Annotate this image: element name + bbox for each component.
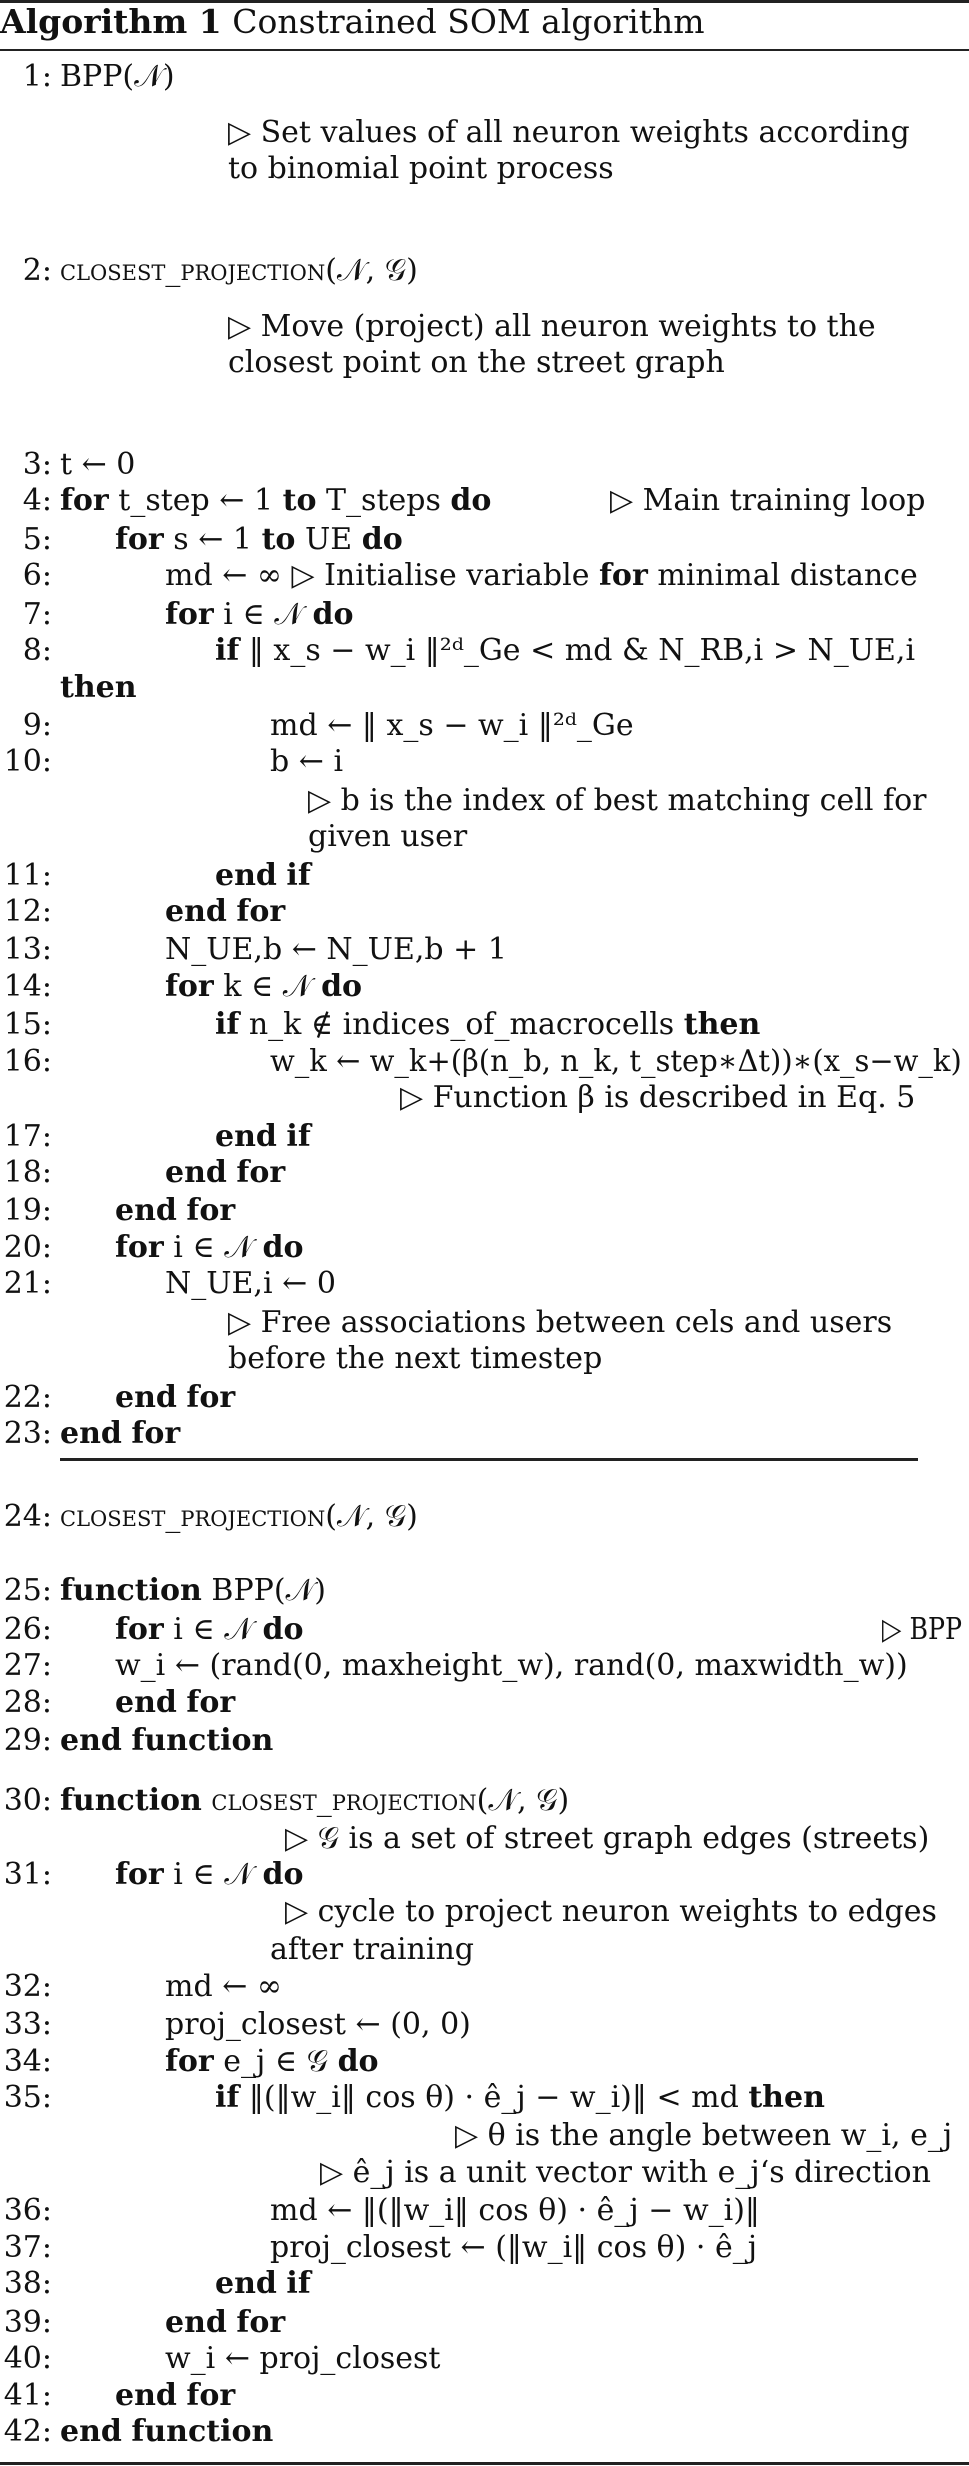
code-text: N_UE,b ← N_UE,b + 1 <box>165 932 507 967</box>
algorithm-line <box>0 1042 969 1081</box>
line-number: 3: <box>22 447 52 482</box>
algorithm-line <box>0 57 969 96</box>
code-text: for i ∈ 𝒩 do <box>115 1612 304 1647</box>
line-number: 1: <box>22 59 52 94</box>
algorithm-line <box>0 1781 969 1820</box>
line-number: 4: <box>22 483 52 518</box>
line-number: 8: <box>22 633 52 668</box>
comment-text: ▷ b is the index of best matching cell for <box>308 783 927 818</box>
comment-text: ▷ ê_j is a unit vector with e_j‘s direction <box>320 2155 931 2190</box>
algorithm-line <box>0 113 969 152</box>
algorithm-line <box>0 2191 969 2230</box>
code-text: end if <box>215 858 311 893</box>
algorithm-line <box>0 1819 969 1858</box>
code-text: proj_closest ← (0, 0) <box>165 2007 471 2042</box>
code-text: for e_j ∈ 𝒢 do <box>165 2044 379 2079</box>
code-text: end for <box>165 2305 286 2340</box>
line-number: 40: <box>3 2341 52 2376</box>
code-text: end for <box>115 2378 236 2413</box>
bottom-rule <box>0 2462 969 2465</box>
algorithm-line <box>0 668 969 707</box>
code-text: for k ∈ 𝒩 do <box>165 969 363 1004</box>
algorithm-line <box>0 631 969 670</box>
algorithm-line <box>0 481 969 520</box>
code-text: closest_projection(𝒩, 𝒢) <box>60 253 418 288</box>
algorithm-line <box>0 2116 969 2155</box>
code-text: end function <box>60 2414 274 2449</box>
line-number: 17: <box>3 1119 52 1154</box>
code-text: end for <box>165 894 286 929</box>
algorithm-title <box>0 2 705 41</box>
line-number: 28: <box>3 1685 52 1720</box>
algorithm-line <box>0 1497 969 1536</box>
algorithm-line <box>0 2376 969 2415</box>
line-number: 16: <box>3 1044 52 1079</box>
line-number: 14: <box>3 969 52 1004</box>
algorithm-line <box>0 706 969 745</box>
line-number: 36: <box>3 2193 52 2228</box>
code-text: end function <box>60 1723 274 1758</box>
line-number: 13: <box>3 932 52 967</box>
code-text: for s ← 1 to UE do <box>115 522 403 557</box>
algorithm-line <box>0 1967 969 2006</box>
comment-text: ▷ cycle to project neuron weights to edges <box>285 1894 937 1929</box>
algorithm-line <box>0 856 969 895</box>
algorithm-line <box>0 2264 969 2303</box>
comment-text: after training <box>270 1932 474 1967</box>
algorithm-line <box>0 892 969 931</box>
code-text: end if <box>215 2266 311 2301</box>
code-text: end for <box>115 1193 236 1228</box>
line-number: 38: <box>3 2266 52 2301</box>
algorithm-line <box>0 967 969 1006</box>
code-text: for t_step ← 1 to T_steps do <box>60 483 492 518</box>
comment-text: before the next timestep <box>228 1341 603 1376</box>
comment-text: ▷ Main training loop <box>610 483 926 518</box>
algorithm-line <box>0 343 969 382</box>
line-number: 34: <box>3 2044 52 2079</box>
code-text: md ← ‖(‖w_i‖ cos θ) · ê_j − w_i)‖ <box>270 2193 760 2228</box>
line-number: 27: <box>3 1648 52 1683</box>
algorithm-line <box>0 817 969 856</box>
algorithm-line <box>0 2005 969 2044</box>
algorithm-line <box>0 2228 969 2267</box>
algorithm-line <box>0 1892 969 1931</box>
algorithm-line <box>0 1264 969 1303</box>
algorithm-line <box>0 2303 969 2342</box>
algorithm-line <box>0 1930 969 1969</box>
code-text: end for <box>165 1155 286 1190</box>
line-number: 39: <box>3 2305 52 2340</box>
line-number: 21: <box>3 1266 52 1301</box>
line-number: 15: <box>3 1007 52 1042</box>
comment-text: ▷ Free associations between cels and users <box>228 1305 893 1340</box>
comment-text: ▷ θ is the angle between w_i, e_j <box>455 2118 953 2153</box>
code-text: for i ∈ 𝒩 do <box>165 597 354 632</box>
code-text: proj_closest ← (‖w_i‖ cos θ) · ê_j <box>270 2230 758 2265</box>
code-text: if n_k ∉ indices_of_macrocells then <box>215 1007 761 1042</box>
algorithm-line <box>0 445 969 484</box>
algorithm-line <box>0 1153 969 1192</box>
code-text: end for <box>115 1380 236 1415</box>
title-rule <box>0 49 969 51</box>
line-number: 41: <box>3 2378 52 2413</box>
code-text: end if <box>215 1119 311 1154</box>
algorithm-line <box>0 2153 969 2192</box>
algorithm-line <box>0 595 969 634</box>
algorithm-line <box>0 149 969 188</box>
line-number: 42: <box>3 2414 52 2449</box>
code-text: if ‖(‖w_i‖ cos θ) · ê_j − w_i)‖ < md then <box>215 2080 825 2115</box>
line-number: 24: <box>3 1499 52 1534</box>
code-text: BPP(𝒩) <box>60 59 175 94</box>
algorithm-line <box>0 1414 969 1453</box>
algorithm-line <box>0 1228 969 1267</box>
algorithm-line <box>0 307 969 346</box>
line-number: 12: <box>3 894 52 929</box>
code-text: for i ∈ 𝒩 do <box>115 1230 304 1265</box>
code-text: end for <box>60 1416 181 1451</box>
line-number: 30: <box>3 1783 52 1818</box>
algorithm-line <box>0 2339 969 2378</box>
comment-text: to binomial point process <box>228 151 614 186</box>
code-text: md ← ∞ ▷ Initialise variable for minimal distance <box>165 558 918 593</box>
code-text: md ← ∞ <box>165 1969 282 2004</box>
comment-text: ▷ Move (project) all neuron weights to the <box>228 309 876 344</box>
comment-text: ▷ Function β is described in Eq. 5 <box>400 1080 916 1115</box>
algorithm-line <box>0 1339 969 1378</box>
algorithm-line <box>0 1303 969 1342</box>
code-text: b ← i <box>270 744 344 779</box>
algorithm-line <box>0 2412 969 2451</box>
line-number: 10: <box>3 744 52 779</box>
code-text: t ← 0 <box>60 447 136 482</box>
algorithm-line <box>0 1191 969 1230</box>
algorithm-line <box>0 1855 969 1894</box>
algorithm-line <box>0 520 969 559</box>
algorithm-line <box>0 1683 969 1722</box>
algorithm-line <box>0 1078 969 1117</box>
line-number: 33: <box>3 2007 52 2042</box>
algorithm-line <box>0 1005 969 1044</box>
line-number: 6: <box>22 558 52 593</box>
code-text: N_UE,i ← 0 <box>165 1266 336 1301</box>
algorithm-line <box>0 1610 969 1649</box>
line-number: 37: <box>3 2230 52 2265</box>
algorithm-line <box>0 781 969 820</box>
code-text: function closest_projection(𝒩, 𝒢) <box>60 1783 570 1818</box>
algorithm-line <box>0 1721 969 1760</box>
line-number: 20: <box>3 1230 52 1265</box>
line-number: 31: <box>3 1857 52 1892</box>
line-number: 5: <box>22 522 52 557</box>
line-number: 11: <box>3 858 52 893</box>
code-text: then <box>60 670 137 705</box>
code-text: md ← ‖ x_s − w_i ‖²ᵈ_Ge <box>270 708 634 743</box>
code-text: function BPP(𝒩) <box>60 1573 326 1608</box>
algorithm-label: Algorithm 1 <box>0 2 222 41</box>
algorithm-line <box>0 2078 969 2117</box>
code-text: w_k ← w_k+(β(n_b, n_k, t_step∗Δt))∗(x_s−w_k) <box>270 1044 962 1079</box>
code-text: for i ∈ 𝒩 do <box>115 1857 304 1892</box>
line-number: 23: <box>3 1416 52 1451</box>
line-number: 2: <box>22 253 52 288</box>
comment-text: ▷ BPP <box>882 1612 963 1647</box>
line-number: 32: <box>3 1969 52 2004</box>
function-divider <box>60 1458 918 1461</box>
algorithm-line <box>0 1646 969 1685</box>
code-text: if ‖ x_s − w_i ‖²ᵈ_Ge < md & N_RB,i > N_UE,i <box>215 633 916 668</box>
line-number: 29: <box>3 1723 52 1758</box>
algorithm-line <box>0 742 969 781</box>
algorithm-line <box>0 1117 969 1156</box>
comment-text: closest point on the street graph <box>228 345 725 380</box>
algorithm-name: Constrained SOM algorithm <box>232 2 705 41</box>
algorithm-line <box>0 1571 969 1610</box>
algorithm-line <box>0 1378 969 1417</box>
line-number: 19: <box>3 1193 52 1228</box>
algorithm-line <box>0 930 969 969</box>
line-number: 9: <box>22 708 52 743</box>
comment-text: ▷ Set values of all neuron weights according <box>228 115 910 150</box>
algorithm-line <box>0 556 969 595</box>
algorithm-line <box>0 2042 969 2081</box>
code-text: w_i ← proj_closest <box>165 2341 441 2376</box>
code-text: w_i ← (rand(0, maxheight_w), rand(0, maxwidth_w)) <box>115 1648 908 1683</box>
comment-text: ▷ 𝒢 is a set of street graph edges (streets) <box>285 1821 930 1856</box>
line-number: 25: <box>3 1573 52 1608</box>
algorithm-line <box>0 251 969 290</box>
line-number: 26: <box>3 1612 52 1647</box>
comment-text: given user <box>308 819 468 854</box>
line-number: 22: <box>3 1380 52 1415</box>
code-text: end for <box>115 1685 236 1720</box>
line-number: 7: <box>22 597 52 632</box>
line-number: 35: <box>3 2080 52 2115</box>
code-text: closest_projection(𝒩, 𝒢) <box>60 1499 418 1534</box>
line-number: 18: <box>3 1155 52 1190</box>
